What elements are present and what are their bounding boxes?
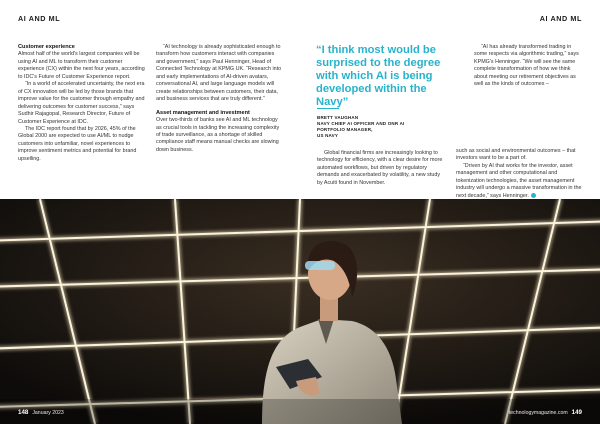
paragraph: The IDC report found that by 2026, 45% of the Global 2000 are expected to use AI/ML to nudge customers into unfamiliar, novel experiences to improve sentiment metrics and potential for brand upselling.: [18, 125, 137, 162]
paragraph: “AI technology is already sophisticated enough to transform how customers interact with companies and government,” says Paul Henninger, Head of Connected Technology at KPMG UK. “Research into and early implementations of AI-driven avatars, conversational AI, and large language models will create relationships between customers, their data, and business services that are truly different.”: [156, 44, 282, 103]
paragraph: Over two-thirds of banks see AI and ML technology as crucial tools in tackling the increasing complexity of trade surveillance, as a shortage of skilled compliance staff means manual checks are slowing down business.: [156, 117, 280, 153]
article-column-3: [317, 150, 447, 187]
paragraph: “AI has already transformed trading in some respects via algorithmic trading,” says KPMG's Henninger. “We will see the same complete transformation of how we think about meeting our retirement objectives as well as the kinds of outcomes –: [474, 44, 579, 88]
footer-left: [18, 409, 64, 416]
article-column-1: [18, 44, 146, 163]
hero-photo: [0, 199, 600, 424]
subheading-customer-experience: Customer experience: [18, 44, 75, 50]
quote-author-role: PORTFOLIO MANAGER,: [317, 127, 373, 132]
section-tag-right: AI AND ML: [539, 14, 582, 23]
paragraph: [456, 163, 584, 200]
footer-right: [509, 409, 582, 416]
page-number-left: 148: [18, 409, 29, 416]
issue-date: January 2023: [32, 410, 64, 416]
paragraph: Almost half of the world's largest companies will be using AI and ML to transform their customer experience (CX) within the next four years, according to IDC's Future of Customer Experience report.: [18, 51, 145, 80]
end-of-article-icon: [531, 193, 536, 198]
article-column-2: [156, 44, 284, 154]
pull-quote: “I think most would be surprised to the degree with which AI is being developed within the Navy”: [316, 44, 441, 108]
quote-attribution: [317, 115, 447, 139]
quote-author-name: BRETT VAUGHAN: [317, 115, 359, 120]
article-column-4-top: [456, 44, 584, 89]
photo-illustration: [0, 199, 600, 424]
paragraph: Global financial firms are increasingly looking to technology for efficiency, with a clear desire for more automated workflows, but driven by regulatory demands and exacerbated by volatility, a new study by Acuiti found in November.: [317, 150, 443, 186]
quote-author-org: US NAVY: [317, 133, 339, 138]
subheading-asset-management: Asset management and investment: [156, 109, 250, 116]
article-column-4-bottom: [456, 148, 584, 200]
section-tag-left: AI AND ML: [18, 14, 61, 23]
paragraph: “In a world of accelerated uncertainty, the next era of CX innovation will be led by those brands that improve value for the customer through empathy and delivering outcomes for customer success,” says Sudhir Rajagopal, Research Director, Future of Customer Experience at IDC.: [18, 81, 145, 125]
quote-divider: [317, 108, 339, 109]
paragraph: such as social and environmental outcomes – that investors want to be a part of.: [456, 148, 576, 162]
quote-author-role: NAVY CHIEF AI OFFICER AND ONR AI: [317, 121, 405, 126]
website-link[interactable]: technologymagazine.com: [508, 410, 568, 416]
page-number-right: 149: [571, 409, 582, 416]
paragraph-text: “Driven by AI that works for the investor, asset management and other computational and tokenization technologies, the asset management industry will undergo a massive transformation in the next decade,” says Henninger.: [456, 162, 582, 199]
